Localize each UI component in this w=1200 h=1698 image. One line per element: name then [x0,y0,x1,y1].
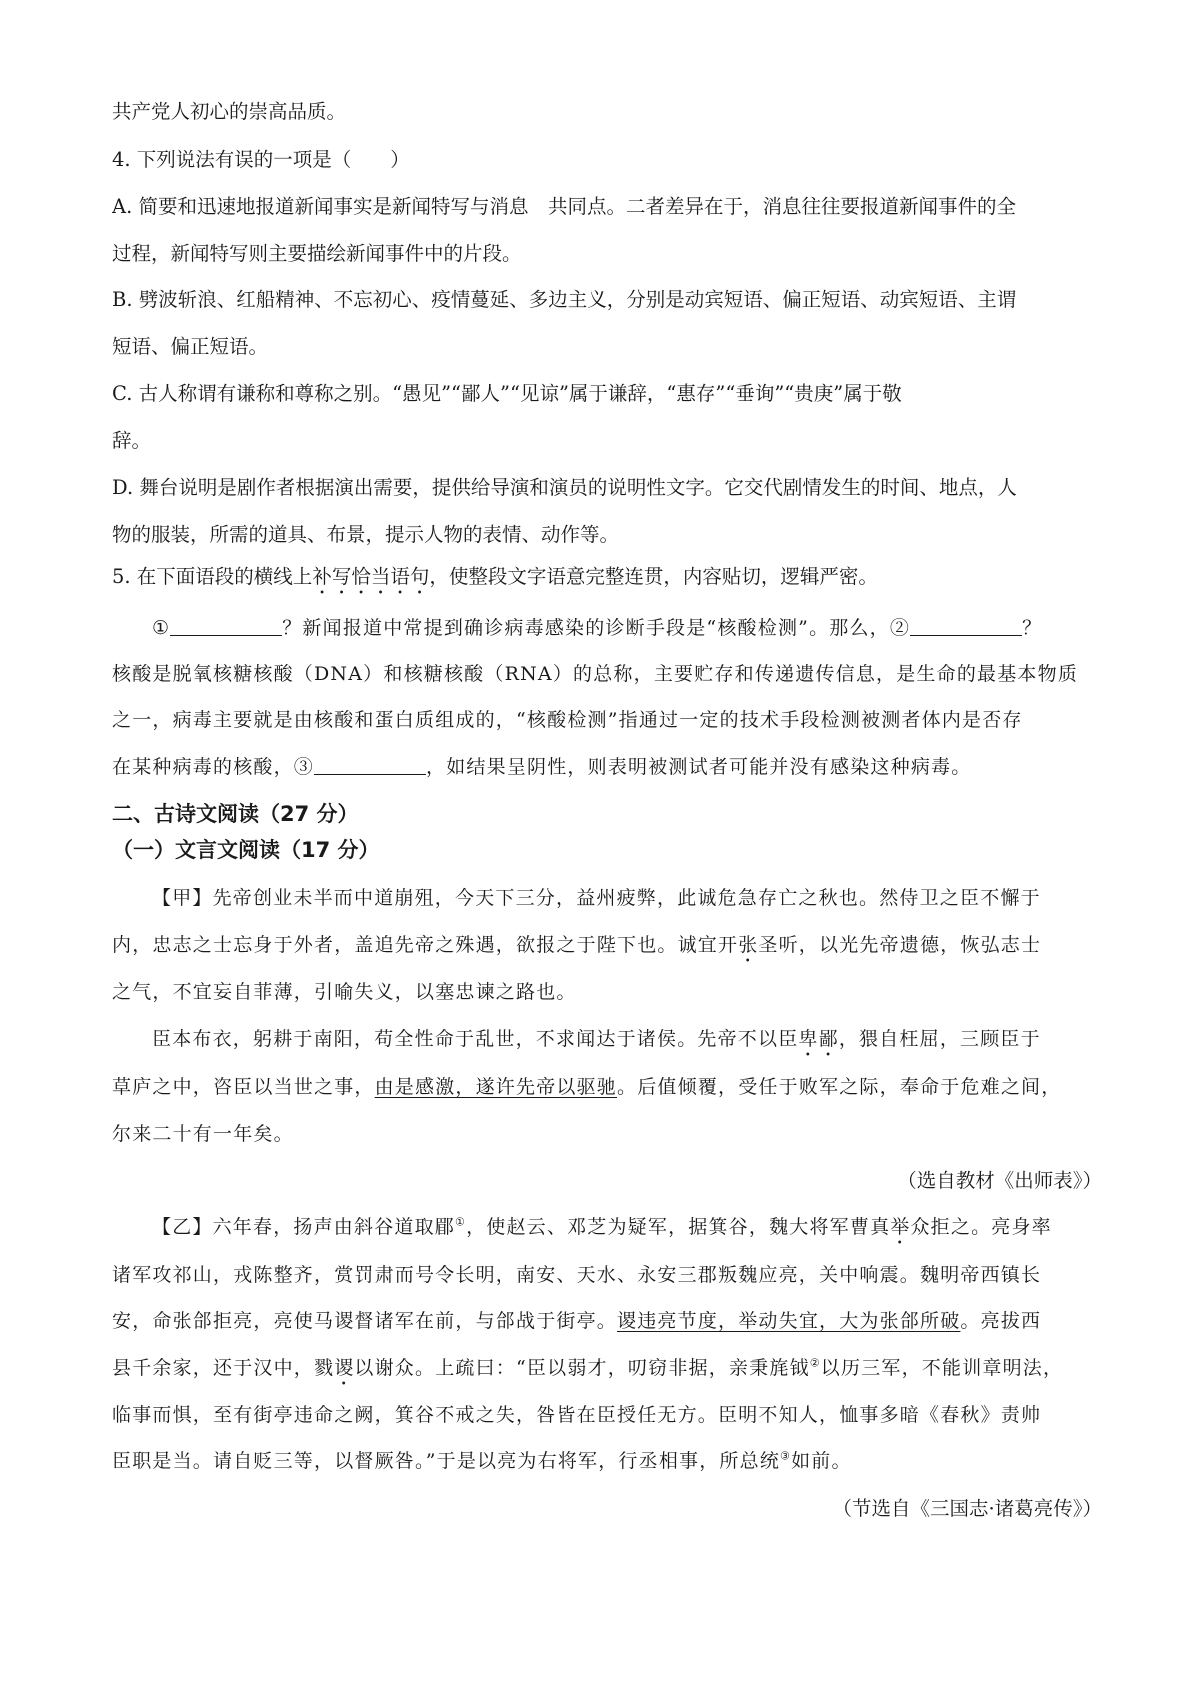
jia-p2-line3: 尔来二十有一年矣。 [112,1123,294,1145]
q4-option-b-line2: 短语、偏正短语。 [112,335,269,358]
q3-tail-text: 共产党人初心的崇高品质。 [112,100,347,123]
jia-p2-line1: 臣本布衣，躬耕于南阳，苟全性命于乱世，不求闻达于诸侯。先帝不以臣卑鄙，猥自枉屈，三顾臣于 [152,1028,1041,1050]
q4-option-b-line1: B. 劈波斩浪、红船精神、不忘初心、疫情蔓延、多边主义，分别是动宾短语、偏正短语、动宾短语、主谓 [112,288,1017,311]
footnote-marker: ① [455,1215,467,1229]
yi-emphasized-word: 举 [890,1216,911,1238]
q4-option-c-line1: C. 古人称谓有谦称和尊称之别。“愚见”“鄙人”“见谅”属于谦辞，“惠存”“垂询”“贵庚”属于敬 [112,382,902,405]
yi-underlined-sentence: 谡违亮节度，举动失宜，大为张郃所破 [617,1310,961,1332]
jia-p1-line2: 内，忠志之士忘身于外者，盖追先帝之殊遇，欲报之于陛下也。诚宜开张圣听，以光先帝遗德，恢弘志士 [112,934,1042,956]
q5-blank-1[interactable] [170,613,282,636]
jia-underlined-sentence: 由是感激，遂许先帝以驱驰 [374,1076,618,1098]
q4-option-d-line1: D. 舞台说明是剧作者根据演出需要，提供给导演和演员的说明性文字。它交代剧情发生的时间、地点，人 [112,476,1017,499]
jia-emphasized-word: 张 [738,934,759,956]
jia-p1-line1: 【甲】先帝创业未半而中道崩殂，今天下三分，益州疲弊，此诚危急存亡之秋也。然侍卫之臣不懈于 [152,887,1041,909]
q5-blank-3[interactable] [314,752,426,775]
q4-option-c-line2: 辞。 [112,429,152,452]
q5-passage-line2: 核酸是脱氧核糖核酸（DNA）和核糖核酸（RNA）的总称，主要贮存和传递遗传信息，是生命的最基本物质 [112,663,1079,685]
section-heading: 二、古诗文阅读（27 分） [112,802,359,826]
q5-passage-line1: ① ？新闻报道中常提到确诊病毒感染的诊断手段是“核酸检测”。那么，② ？ [112,613,1142,642]
q5-passage-line4: 在某种病毒的核酸，③ ，如结果呈阴性，则表明被测试者可能并没有感染这种病毒。 [112,752,1102,781]
jia-p1-line3: 之气，不宜妄自菲薄，引喻失义，以塞忠谏之路也。 [112,981,577,1003]
yi-source: （节选自《三国志·诸葛亮传》） [832,1497,1102,1520]
q4-stem: 4. 下列说法有误的一项是（ ） [112,148,410,171]
q5-passage-line3: 之一，病毒主要就是由核酸和蛋白质组成的，“核酸检测”指通过一定的技术手段检测被测者体内是否存 [112,709,1023,731]
footnote-marker: ③ [780,1449,792,1463]
jia-p2-line2: 草庐之中，咨臣以当世之事，由是感激，遂许先帝以驱驰。后值倾覆，受任于败军之际，奉命于危难之间， [112,1076,1062,1098]
q5-blank-2[interactable] [910,613,1022,636]
q5-stem: 5. 在下面语段的横线上补写恰当语句，使整段文字语意完整连贯，内容贴切，逻辑严密。 [112,565,878,588]
yi-line5: 临事而惧，至有街亭违命之阙，箕谷不戒之失，咎皆在臣授任无方。臣明不知人，恤事多暗《春秋》责帅 [112,1404,1042,1426]
yi-line4: 县千余家，还于汉中，戮谡以谢众。上疏曰：“臣以弱才，叨窃非据，亲秉旄钺②以历三军，不能训章明法， [112,1356,1064,1379]
yi-line2: 诸军攻祁山，戎陈整齐，赏罚肃而号令长明，南安、天水、永安三郡叛魏应亮，关中响震。魏明帝西镇长 [112,1264,1042,1286]
footnote-marker: ② [809,1356,821,1370]
subsection-heading: （一）文言文阅读（17 分） [112,838,380,862]
yi-line6: 臣职是当。请自贬三等，以督厥咎。”于是以亮为右将军，行丞相事，所总统③如前。 [112,1449,852,1472]
yi-line1: 【乙】六年春，扬声由斜谷道取郿①，使赵云、邓芝为疑军，据箕谷，魏大将军曹真举众拒之。亮身率 [152,1215,1052,1238]
q4-option-a-line2: 过程，新闻特写则主要描绘新闻事件中的片段。 [112,242,522,265]
q5-emphasized-phrase: 补写恰当语句 [312,565,430,588]
yi-line3: 安，命张郃拒亮，亮使马谡督诸军在前，与郃战于街亭。谡违亮节度，举动失宜，大为张郃所破。亮拔西 [112,1310,1042,1332]
jia-source: （选自教材《出师表》） [897,1169,1102,1192]
q4-option-a-line1: A. 简要和迅速地报道新闻事实是新闻特写与消息 共同点。二者差异在于，消息往往要报道新闻事件的全 [112,195,1016,218]
jia-emphasized-word: 卑鄙 [798,1028,839,1050]
yi-emphasized-word: 谡 [334,1357,355,1379]
q4-option-d-line2: 物的服装，所需的道具、布景，提示人物的表情、动作等。 [112,523,620,546]
